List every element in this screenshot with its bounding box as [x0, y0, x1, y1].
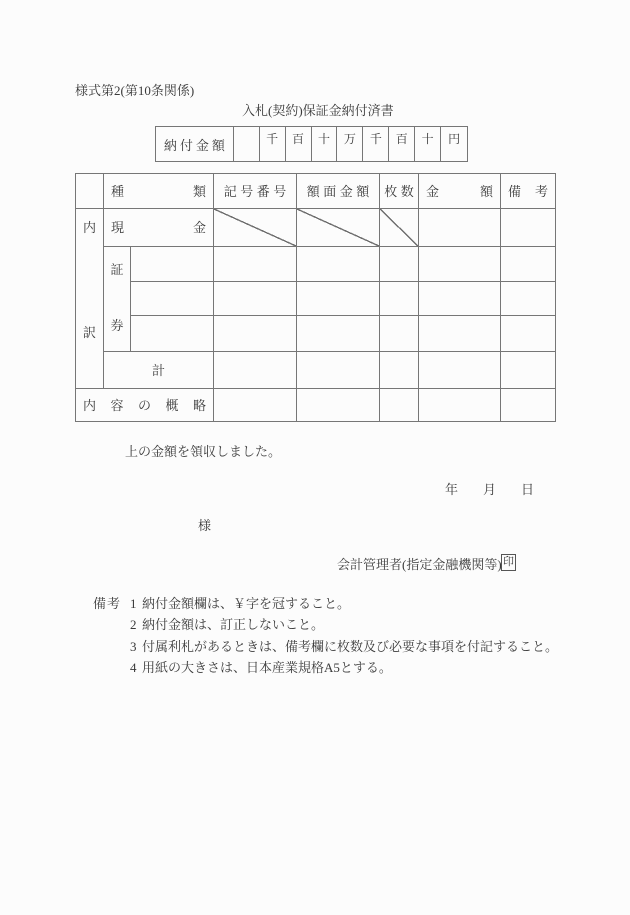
summary-face-value-cell: [297, 389, 380, 422]
securities-type-cell: [131, 247, 214, 282]
summary-remarks-cell: [501, 389, 555, 422]
note-item: [130, 640, 558, 653]
total-sheet-count-cell: [380, 352, 419, 389]
header-sheet-count: 枚数: [380, 174, 419, 209]
note-number: 3: [130, 639, 137, 654]
securities-sheet-count-cell: [380, 282, 419, 316]
row-label-total: 計: [104, 352, 214, 389]
cash-face-value-diagonal-cell: [297, 209, 380, 247]
header-remarks: 備 考: [501, 174, 555, 209]
receipt-statement: 上の金額を領収しました。: [125, 444, 282, 459]
securities-sheet-count-cell: [380, 247, 419, 282]
amount-digit-cell: [234, 127, 260, 161]
summary-sheet-count-cell: [380, 389, 419, 422]
header-symbol-number: 記号番号: [214, 174, 297, 209]
note-item: [130, 597, 350, 610]
notes-label: 備考: [93, 596, 122, 611]
addressee-sama: 様: [198, 518, 212, 533]
row-label-cash: 現 金: [104, 209, 214, 247]
header-type: 種 類: [104, 174, 214, 209]
header-face-value: 額面金額: [297, 174, 380, 209]
securities-face-value-cell: [297, 282, 380, 316]
amount-digit-cell: 万: [337, 127, 363, 161]
total-amount-cell: [419, 352, 501, 389]
document-title: 入札(契約)保証金納付済書: [242, 103, 394, 118]
securities-remarks-cell: [501, 247, 555, 282]
securities-face-value-cell: [297, 247, 380, 282]
note-number: 1: [130, 596, 137, 611]
note-number: 4: [130, 660, 137, 675]
securities-remarks-cell: [501, 282, 555, 316]
header-amount: 金 額: [419, 174, 501, 209]
securities-type-cell: [131, 316, 214, 352]
date-month: 月: [483, 482, 497, 497]
summary-amount-cell: [419, 389, 501, 422]
total-remarks-cell: [501, 352, 555, 389]
total-face-value-cell: [297, 352, 380, 389]
group-label-uchiwake: 内 訳: [76, 209, 104, 389]
date-line: [445, 483, 534, 496]
cash-sheet-count-diagonal-cell: [380, 209, 419, 247]
date-year: 年: [445, 482, 459, 497]
securities-amount-cell: [419, 247, 501, 282]
note-item: [130, 618, 324, 631]
securities-remarks-cell: [501, 316, 555, 352]
securities-face-value-cell: [297, 316, 380, 352]
total-symbol-number-cell: [214, 352, 297, 389]
securities-symbol-number-cell: [214, 282, 297, 316]
amount-digit-cell: 千: [260, 127, 286, 161]
amount-digit-cell: 百: [389, 127, 415, 161]
note-text: 用紙の大きさは、日本産業規格A5とする。: [142, 660, 392, 675]
note-number: 2: [130, 617, 137, 632]
securities-amount-cell: [419, 316, 501, 352]
breakdown-table: [75, 173, 556, 422]
row-label-summary: 内 容 の 概 略: [76, 389, 214, 422]
note-text: 納付金額は、訂正しないこと。: [142, 617, 325, 632]
note-text: 付属利札があるときは、備考欄に枚数及び必要な事項を付記すること。: [142, 639, 559, 654]
securities-type-cell: [131, 282, 214, 316]
summary-symbol-number-cell: [214, 389, 297, 422]
securities-symbol-number-cell: [214, 316, 297, 352]
securities-symbol-number-cell: [214, 247, 297, 282]
payment-amount-table: [155, 126, 468, 162]
payment-amount-label: 納付金額: [156, 127, 234, 161]
amount-digit-cell: 十: [312, 127, 338, 161]
securities-sheet-count-cell: [380, 316, 419, 352]
note-text: 納付金額欄は、￥字を冠すること。: [142, 596, 351, 611]
row-label-securities: 証 券: [104, 247, 131, 352]
seal-mark: 印: [503, 556, 514, 568]
amount-digit-cell: 千: [363, 127, 389, 161]
signer-title: 会計管理者(指定金融機関等): [337, 557, 502, 572]
date-day: 日: [521, 482, 535, 497]
cash-remarks-cell: [501, 209, 555, 247]
form-number: 様式第2(第10条関係): [75, 83, 195, 98]
seal-box: [501, 554, 516, 571]
cash-symbol-number-diagonal-cell: [214, 209, 297, 247]
amount-digit-cell: 円: [448, 132, 461, 146]
header-corner-cell: [76, 174, 104, 209]
securities-amount-cell: [419, 282, 501, 316]
amount-digit-cell: 十: [415, 127, 441, 161]
note-item: [130, 661, 392, 674]
amount-digit-cell: 百: [286, 127, 312, 161]
cash-amount-cell: [419, 209, 501, 247]
